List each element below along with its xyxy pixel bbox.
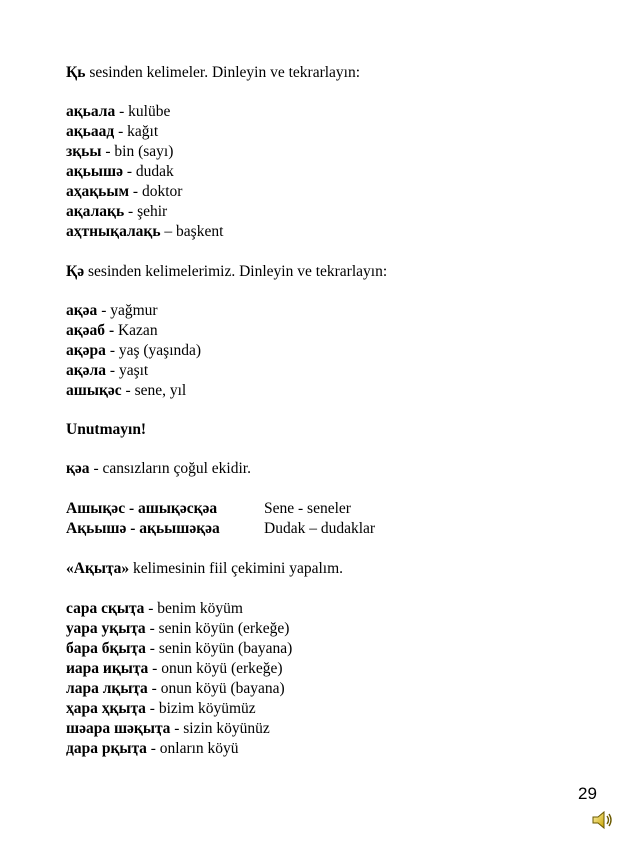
speaker-icon[interactable] <box>590 808 614 832</box>
vocab-separator: - <box>170 720 184 737</box>
vocab-separator: - <box>121 382 135 399</box>
conjugation-term: ҳара ҳқыҭа <box>66 700 146 717</box>
vocab-meaning: yaşıt <box>118 362 149 379</box>
vocab-separator: - <box>101 143 115 160</box>
vocab-separator: - <box>147 680 161 697</box>
vocab-separator: - <box>144 600 158 617</box>
vocab-separator: - <box>105 322 118 339</box>
conjugation-term: дара рқыҭа <box>66 740 147 757</box>
vocab-item <box>66 182 182 201</box>
conjugation-text: kelimesinin fiil çekimini yapalım. <box>129 560 344 577</box>
rule-term: қәа <box>66 460 90 477</box>
vocab-term: ақьышә <box>66 163 123 180</box>
conjugation-item <box>66 719 270 738</box>
vocab-term: ақьала <box>66 103 116 120</box>
vocab-meaning: yaş (yaşında) <box>118 342 202 359</box>
plural-rule <box>66 459 251 478</box>
vocab-item <box>66 222 223 241</box>
vocab-term: ашықәс <box>66 382 122 399</box>
conjugation-term: лара лқыҭа <box>66 680 148 697</box>
vocab-term: ақәла <box>66 362 107 379</box>
vocab-meaning: şehir <box>137 203 168 220</box>
vocab-separator: - <box>145 700 159 717</box>
vocab-separator: - <box>145 620 159 637</box>
conjugation-term: сара сқыҭа <box>66 600 145 617</box>
conjugation-meaning: onların köyü <box>159 740 239 757</box>
conjugation-meaning: bizim köyümüz <box>158 700 256 717</box>
conjugation-meaning: sizin köyünüz <box>183 720 270 737</box>
vocab-item <box>66 301 158 320</box>
vocab-separator: - <box>145 640 159 657</box>
vocab-item <box>66 341 201 360</box>
vocab-term: ақалақь <box>66 203 125 220</box>
conjugation-word: «Ақыҭа» <box>66 560 130 577</box>
vocab-item <box>66 162 174 181</box>
conjugation-term: шәара шәқыҭа <box>66 720 171 737</box>
conjugation-item <box>66 639 292 658</box>
conjugation-item <box>66 659 283 678</box>
conjugation-meaning: onun köyü (erkeğe) <box>161 660 283 677</box>
vocab-term: ақәа <box>66 302 98 319</box>
vocab-separator: – <box>160 223 177 240</box>
conjugation-term: уара уқыҭа <box>66 620 146 637</box>
vocab-term: ақәаб <box>66 322 106 339</box>
conjugation-meaning: benim köyüm <box>157 600 243 617</box>
vocab-term: аҳтнықалақь <box>66 223 161 240</box>
plural-example-right: Sene - seneler <box>264 500 351 517</box>
speaker-icon-graphic <box>590 808 614 832</box>
vocab-meaning: dudak <box>135 163 174 180</box>
vocab-item <box>66 202 167 221</box>
remember-heading: Unutmayın! <box>66 421 147 438</box>
conjugation-item <box>66 619 289 638</box>
intro-text: sesinden kelimeler. Dinleyin ve tekrarlayın: <box>85 64 361 81</box>
sound-label: Қә <box>66 263 85 280</box>
vocab-separator: - <box>105 342 119 359</box>
vocab-meaning: doktor <box>141 183 183 200</box>
conjugation-meaning: onun köyü (bayana) <box>160 680 285 697</box>
vocab-meaning: bin (sayı) <box>114 143 174 160</box>
vocab-separator: - <box>148 660 162 677</box>
vocab-item <box>66 361 148 380</box>
vocab-separator: - <box>146 740 160 757</box>
conjugation-term: бара бқыҭа <box>66 640 146 657</box>
conjugation-item <box>66 679 285 698</box>
vocab-meaning: kulübe <box>128 103 171 120</box>
conjugation-item <box>66 599 243 618</box>
vocab-meaning: sene, yıl <box>134 382 187 399</box>
sound-label: Қь <box>66 64 86 81</box>
plural-example-right: Dudak – dudaklar <box>264 520 376 537</box>
section-intro-kw <box>66 262 387 281</box>
vocab-meaning: kağıt <box>127 123 159 140</box>
vocab-item <box>66 321 158 340</box>
plural-example-left: Ашықәс - ашықәсқәа <box>66 500 218 517</box>
vocab-term: ақьаад <box>66 123 115 140</box>
conjugation-meaning: senin köyün (bayana) <box>158 640 293 657</box>
vocab-meaning: Kazan <box>117 322 158 339</box>
conjugation-meaning: senin köyün (erkeğe) <box>158 620 290 637</box>
conjugation-intro <box>66 559 343 578</box>
vocab-separator: - <box>124 203 138 220</box>
vocab-item <box>66 142 173 161</box>
vocab-meaning: yağmur <box>110 302 158 319</box>
vocab-item <box>66 102 170 121</box>
section-intro-kh <box>66 63 360 82</box>
vocab-separator: - <box>122 163 136 180</box>
vocab-separator: - <box>106 362 119 379</box>
vocab-meaning: başkent <box>176 223 224 240</box>
rule-text: - cansızların çoğul ekidir. <box>89 460 251 477</box>
conjugation-item <box>66 699 256 718</box>
vocab-separator: - <box>115 103 129 120</box>
vocab-term: аҳақьым <box>66 183 130 200</box>
intro-text: sesinden kelimelerimiz. Dinleyin ve tekrarlayın: <box>84 263 388 280</box>
vocab-item <box>66 381 186 400</box>
conjugation-term: иара иқыҭа <box>66 660 149 677</box>
vocab-item <box>66 122 158 141</box>
vocab-term: зқьы <box>66 143 102 160</box>
vocab-term: ақәра <box>66 342 106 359</box>
vocab-separator: - <box>97 302 111 319</box>
conjugation-item <box>66 739 239 758</box>
vocab-separator: - <box>114 123 128 140</box>
vocab-separator: - <box>129 183 142 200</box>
plural-example-left: Ақьышә - ақьышәқәа <box>66 520 220 537</box>
page-number: 29 <box>578 784 597 803</box>
